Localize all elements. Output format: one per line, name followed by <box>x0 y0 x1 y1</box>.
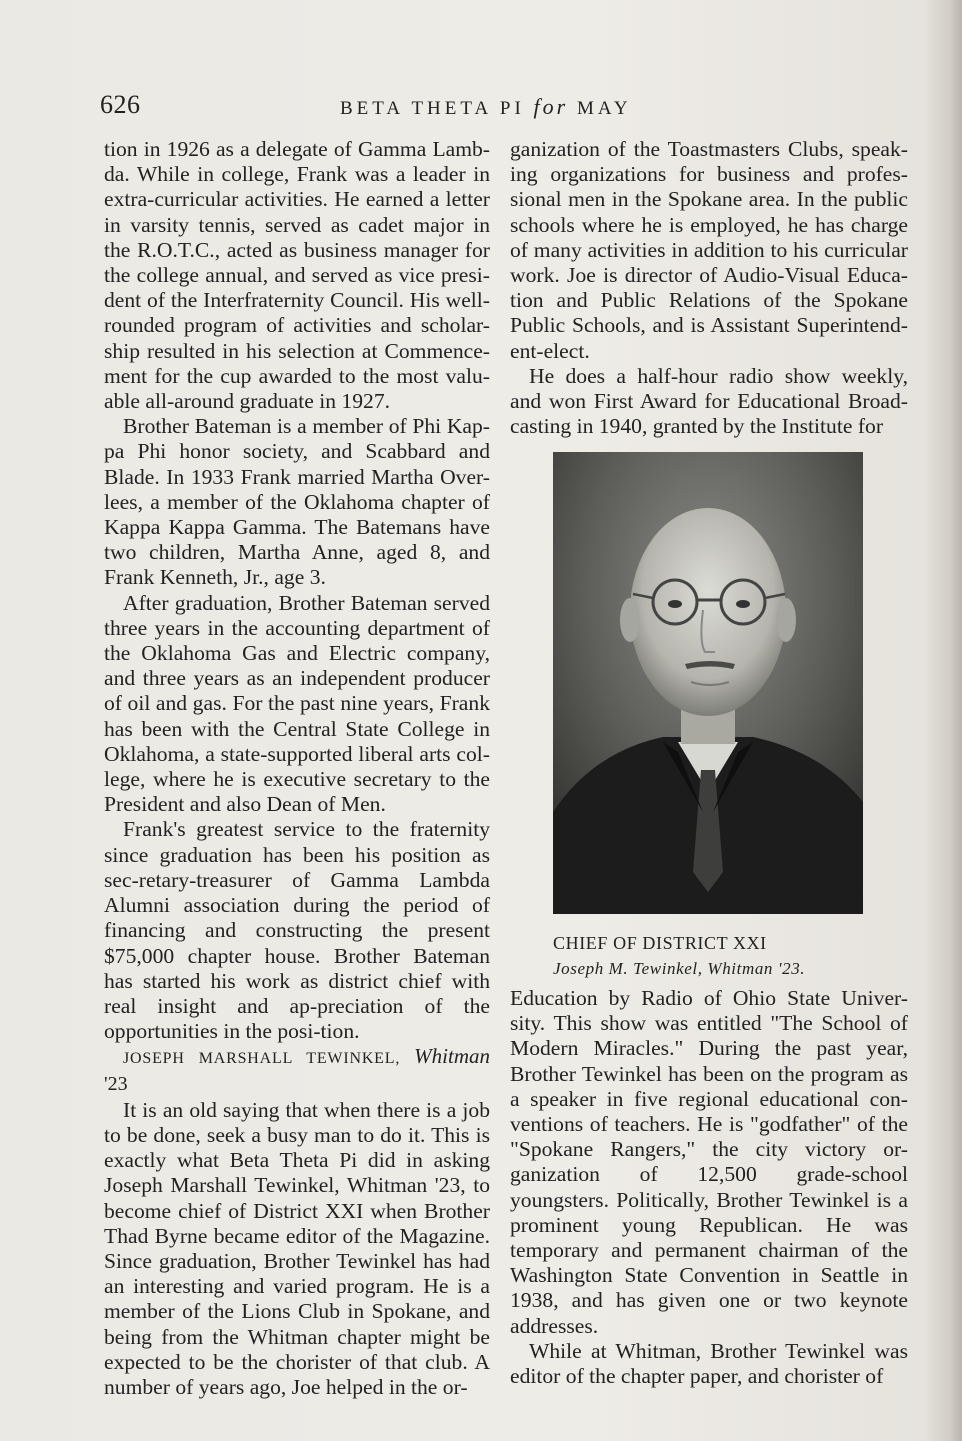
heading-school: Whitman <box>414 1044 490 1069</box>
paragraph: While at Whitman, Brother Tewinkel was editor of the chapter paper, and chorister of <box>510 1338 908 1389</box>
paragraph: He does a half-hour radio show weekly, and won First Award for Educational Broad-casting in 1940, granted by the Institute for <box>510 363 908 439</box>
right-column-lower <box>510 986 908 1389</box>
running-head-title: BETA THETA PI <box>340 98 525 119</box>
caption-title: CHIEF OF DISTRICT XXI <box>553 933 767 953</box>
paragraph: Frank's greatest service to the fraternity since graduation has been his position as sec-retary-treasurer of Gamma Lambda Alumni association during the period of financing and constructing the present $75,000 chapter house. Brother Bateman has started his work as district chief with real insight and ap-preciation of the opportunities in the posi-tion. <box>104 817 490 1044</box>
running-head-for: for <box>533 94 569 119</box>
paragraph: ganization of the Toastmasters Clubs, speak-ing organizations for business and profes-sional men in the Spokane area. In the public schools where he is employed, he has charge of many activities in addition to his curricular work. Joe is director of Audio-Visual Educa-tion and Public Relations of the Spokane Public Schools, and is Assistant Superintend-ent-elect. <box>510 137 908 363</box>
paragraph: After graduation, Brother Bateman served three years in the accounting department of the Oklahoma Gas and Electric company, and three years as an independent producer of oil and gas. For the past nine years, Frank has been with the Central State College in Oklahoma, a state-supported liberal arts col-lege, where he is executive secretary to the President and also Dean of Men. <box>104 590 490 817</box>
running-head-month: MAY <box>576 98 632 119</box>
paragraph: It is an old saying that when there is a job to be done, seek a busy man to do it. This is exactly what Beta Theta Pi did in asking Joseph Marshall Tewinkel, Whitman '23, to become chief of District XXI when Brother Thad Byrne became editor of the Magazine. Since graduation, Brother Tewinkel has had an interesting and varied program. He is a member of the Lions Club in Spokane, and being from the Whitman chapter might be expected to be the chorister of that club. A number of years ago, Joe helped in the or- <box>104 1097 490 1399</box>
paragraph: Education by Radio of Ohio State Univer-sity. This show was entitled "The School of Modern Miracles." During the past year, Brother Tewinkel has been on the program as a speaker in five regional educational con-ventions of teachers. He is "godfather" of the "Spokane Rangers," the city victory or-ganization of 12,500 grade-school youngsters. Politically, Brother Tewinkel is a prominent young Republican. He was temporary and permanent chairman of the Washington State Convention in Seattle in 1938, and has given one or two keynote addresses. <box>510 986 908 1338</box>
paragraph: tion in 1926 as a delegate of Gamma Lamb-da. While in college, Frank was a leader in extra-curricular activities. He earned a letter in varsity tennis, served as cadet major in the R.O.T.C., acted as business manager for the college annual, and served as vice presi-dent of the Interfraternity Council. His well-rounded program of activities and scholar-ship resulted in his selection at Commence-ment for the cup awarded to the most valu-able all-around graduate in 1927. <box>104 137 490 414</box>
heading-year: '23 <box>104 1072 128 1095</box>
portrait-photo <box>553 452 863 914</box>
page-edge-shadow <box>922 0 962 1441</box>
heading-name: JOSEPH MARSHALL TEWINKEL, <box>123 1050 401 1068</box>
page-number: 626 <box>100 90 141 119</box>
section-heading <box>104 1044 490 1097</box>
caption-name: Joseph M. Tewinkel, Whitman '23. <box>553 959 806 978</box>
photo-caption <box>553 930 883 982</box>
page-header <box>100 90 910 126</box>
left-column <box>104 137 490 1400</box>
paragraph: Brother Bateman is a member of Phi Kap-pa Phi honor society, and Scabbard and Blade. In 1933 Frank married Martha Over-lees, a member of the Oklahoma chapter of Kappa Kappa Gamma. The Batemans have two children, Martha Anne, aged 8, and Frank Kenneth, Jr., age 3. <box>104 414 490 590</box>
portrait-illustration <box>553 452 863 914</box>
right-column-upper <box>510 137 908 439</box>
running-head <box>340 94 632 120</box>
